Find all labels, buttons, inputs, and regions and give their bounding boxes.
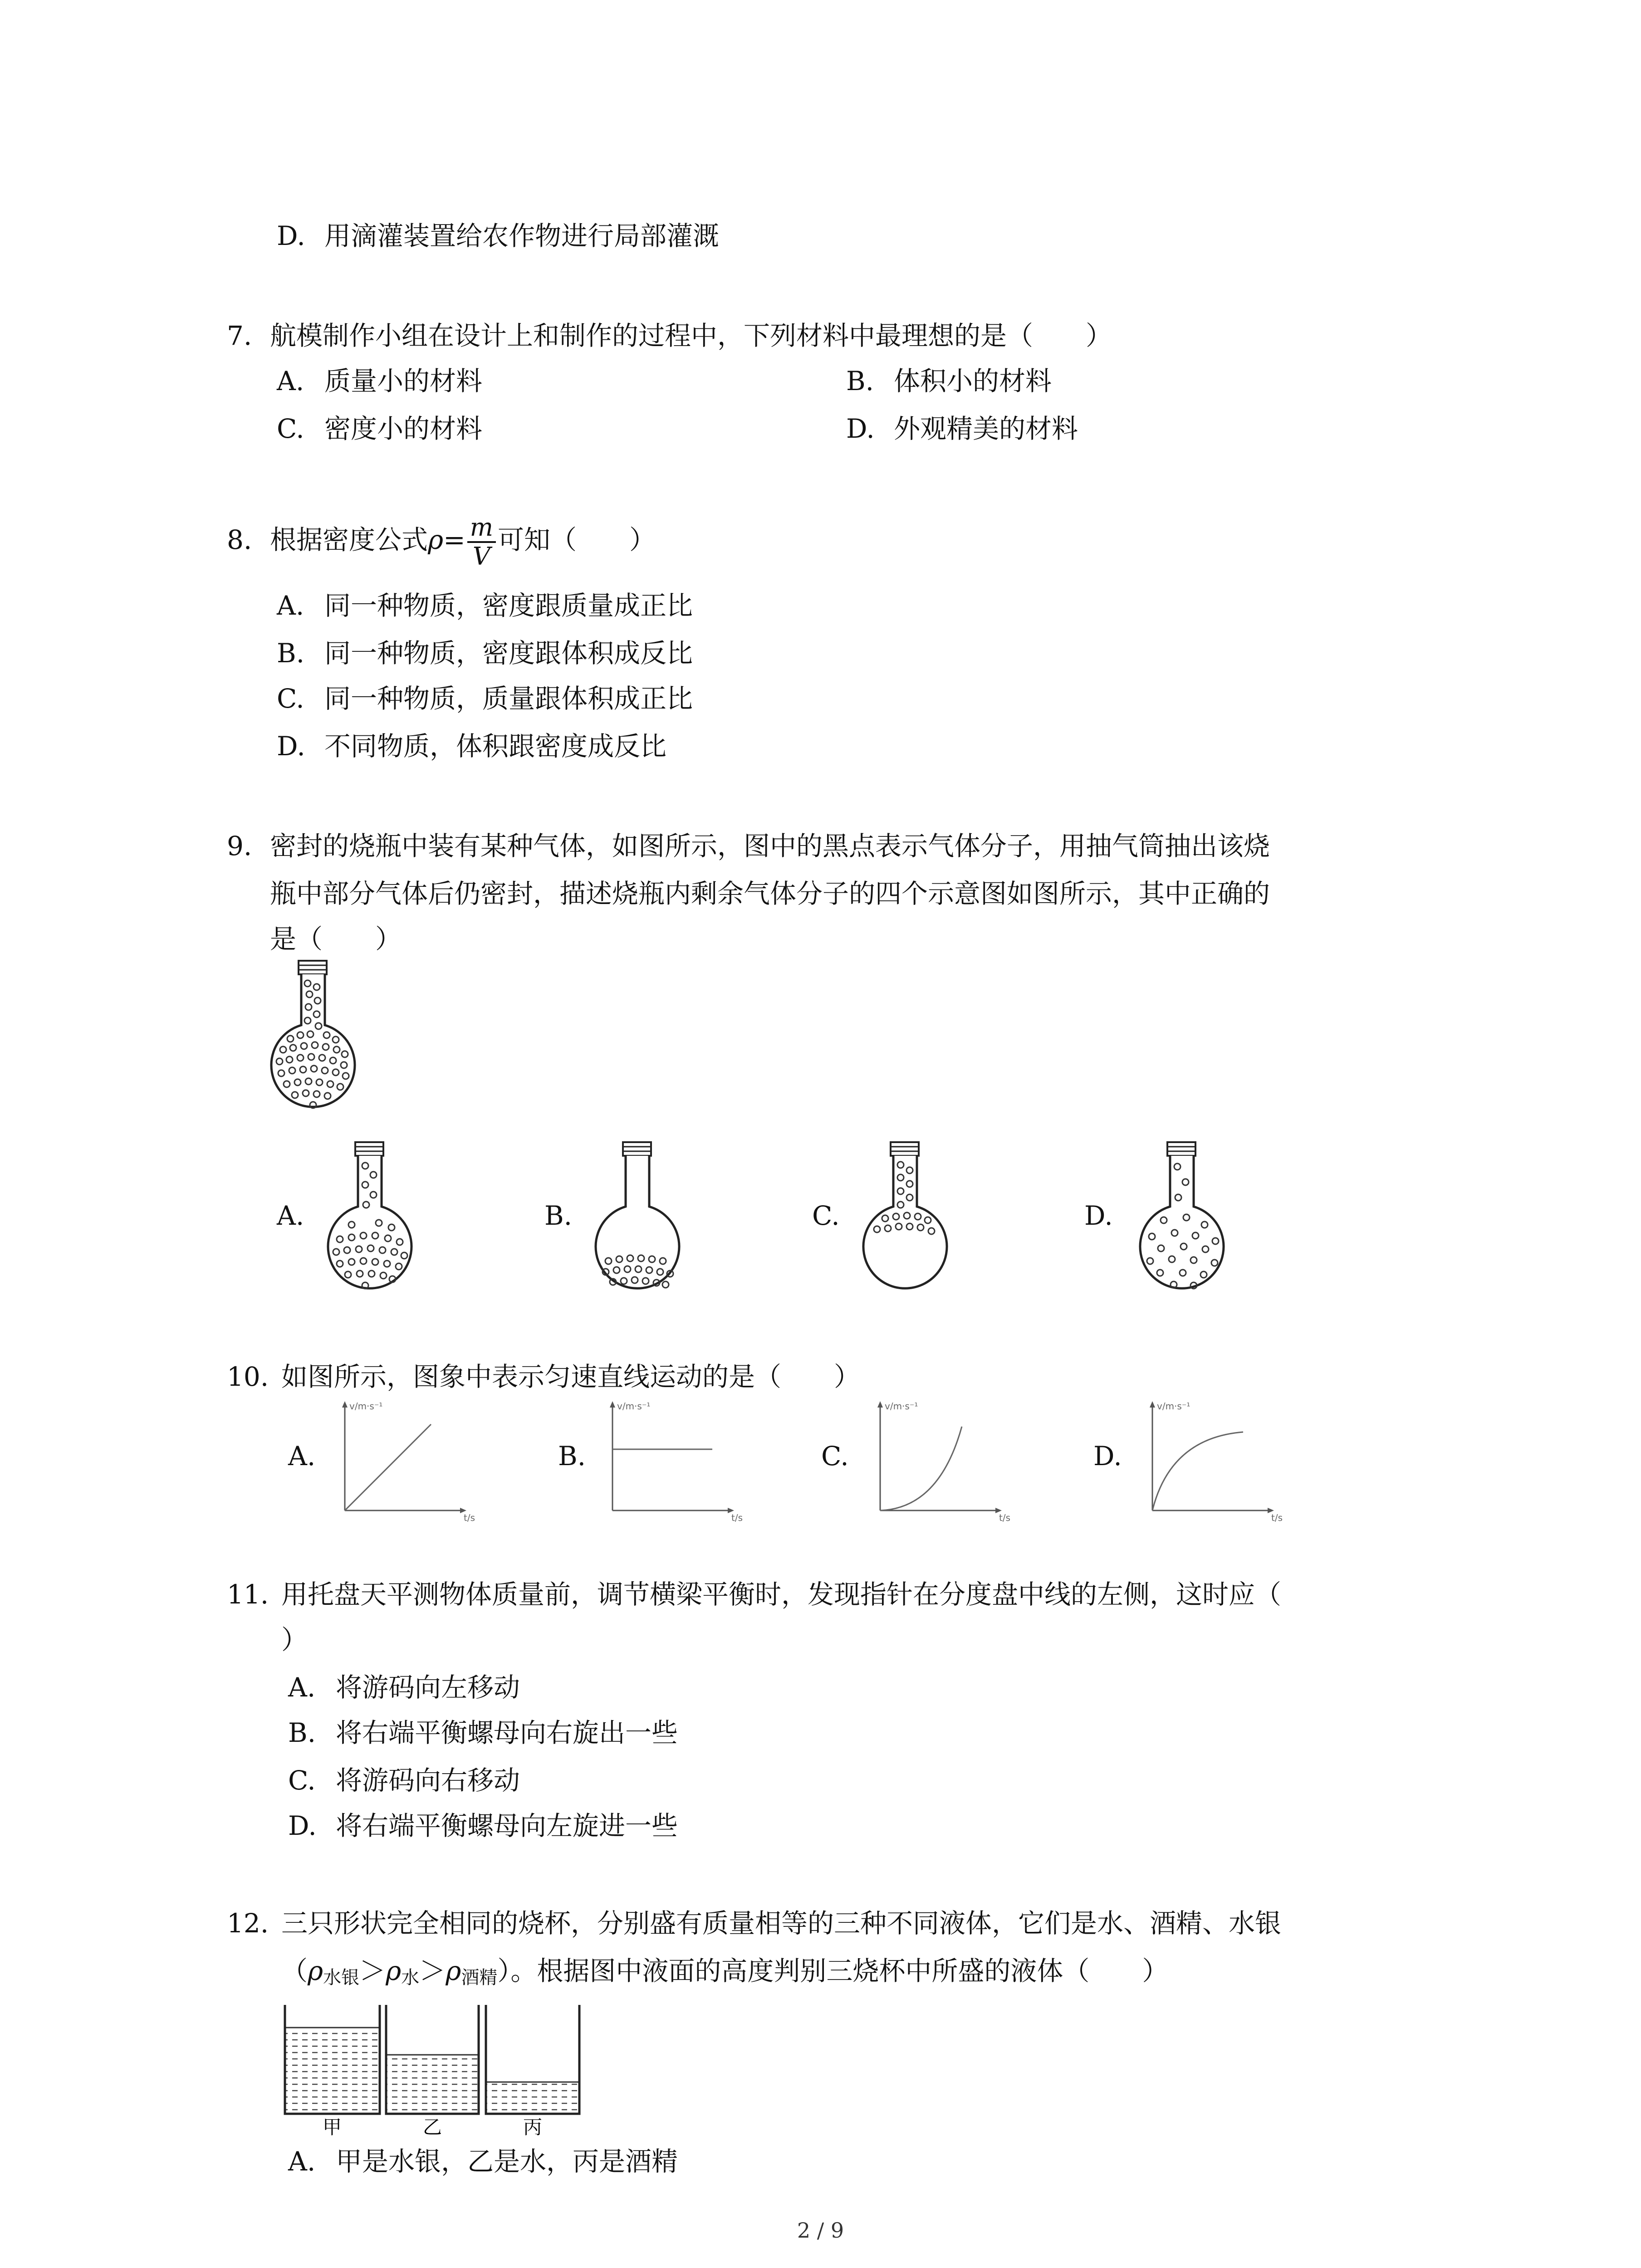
beaker-yi xyxy=(386,2005,479,2138)
y-axis-label: v/m·s⁻¹ xyxy=(885,1401,918,1412)
option-text: 同一种物质，密度跟体积成反比 xyxy=(324,638,693,669)
page-number: 2 / 9 xyxy=(797,2218,844,2243)
option-text: 将右端平衡螺母向左旋进一些 xyxy=(336,1810,678,1841)
question-text: ）。根据图中液面的高度判别三烧杯中所盛的液体（ ） xyxy=(497,1955,1169,1986)
option-text: 同一种物质，密度跟质量成正比 xyxy=(324,590,693,621)
flask-option-a xyxy=(318,1139,422,1311)
option-letter: A. xyxy=(288,2146,316,2177)
q8-option-d xyxy=(277,728,666,764)
curve xyxy=(880,1427,962,1510)
greater-than: ＞ xyxy=(359,1955,386,1986)
curve xyxy=(345,1424,431,1510)
option-text: 体积小的材料 xyxy=(894,366,1052,396)
option-text: 用滴灌装置给农作物进行局部灌溉 xyxy=(324,220,720,251)
q7-option-a xyxy=(277,363,482,399)
option-text: 将右端平衡螺母向右旋出一些 xyxy=(336,1717,678,1748)
option-text: 将游码向右移动 xyxy=(336,1765,520,1796)
option-letter: B. xyxy=(846,366,874,396)
q11-option-b xyxy=(288,1715,678,1751)
q10-label-d: D. xyxy=(1093,1441,1122,1471)
question-number: 10. xyxy=(227,1361,269,1392)
flask-option-b xyxy=(585,1139,690,1311)
option-text: 甲是水银，乙是水，丙是酒精 xyxy=(336,2146,678,2177)
question-text: 三只形状完全相同的烧杯，分别盛有质量相等的三种不同液体，它们是水、酒精、水银 xyxy=(281,1908,1282,1939)
x-axis-label: t/s xyxy=(464,1512,475,1522)
q9-label-a: A. xyxy=(277,1200,304,1231)
liquid-level xyxy=(387,2055,478,2113)
option-letter: C. xyxy=(277,683,304,714)
vt-graph-d xyxy=(1139,1399,1284,1522)
option-text: 不同物质，体积跟密度成反比 xyxy=(324,731,667,762)
q9-label-b: B. xyxy=(544,1200,573,1231)
flask-option-d xyxy=(1130,1139,1234,1311)
question-number: 7. xyxy=(227,320,252,351)
rho-symbol: ρ xyxy=(308,1955,323,1986)
option-letter: C. xyxy=(277,413,304,444)
q9-label-c: C. xyxy=(812,1200,840,1231)
option-text: 将游码向左移动 xyxy=(336,1672,520,1703)
question-number: 9. xyxy=(227,831,252,861)
q10-stem xyxy=(227,1359,860,1395)
q9-stem-line1 xyxy=(227,828,1270,864)
question-number: 8. xyxy=(227,524,252,555)
flask-option-c xyxy=(853,1139,957,1311)
greater-than: ＞ xyxy=(419,1955,446,1986)
beaker-label: 丙 xyxy=(523,2116,543,2138)
option-letter: B. xyxy=(288,1717,316,1748)
q11-option-a xyxy=(288,1669,520,1706)
q6-option-d xyxy=(277,218,719,254)
q7-stem xyxy=(227,318,1112,354)
option-letter: D. xyxy=(277,220,305,251)
q10-label-b: B. xyxy=(558,1441,586,1471)
y-axis-label: v/m·s⁻¹ xyxy=(617,1401,651,1412)
q12-stem-line1 xyxy=(227,1905,1281,1941)
q8-stem xyxy=(227,513,656,570)
beaker-label: 乙 xyxy=(422,2116,442,2138)
beaker-label: 甲 xyxy=(322,2116,342,2138)
q9-stem-line2: 瓶中部分气体后仍密封，描述烧瓶内剩余气体分子的四个示意图如图所示，其中正确的 xyxy=(270,878,1270,909)
option-letter: A. xyxy=(277,366,304,396)
question-text: 如图所示，图象中表示匀速直线运动的是（ ） xyxy=(281,1361,861,1392)
option-text: 密度小的材料 xyxy=(324,413,483,444)
q7-option-b xyxy=(846,363,1052,399)
beaker-jia xyxy=(285,2005,380,2138)
option-letter: D. xyxy=(277,731,305,762)
mass-over-volume-fraction xyxy=(467,514,496,570)
question-text-end: 可知（ ） xyxy=(497,524,656,555)
q12-option-a xyxy=(288,2143,678,2180)
rho-subscript-mercury: 水银 xyxy=(323,1967,360,1988)
question-text: 根据密度公式 xyxy=(270,524,428,555)
question-text: 用托盘天平测物体质量前，调节横梁平衡时，发现指针在分度盘中线的左侧，这时应（ xyxy=(281,1579,1282,1610)
y-axis-label: v/m·s⁻¹ xyxy=(1157,1401,1190,1412)
option-text: 同一种物质，质量跟体积成正比 xyxy=(324,683,693,714)
q8-option-b xyxy=(277,635,693,671)
q7-option-c xyxy=(277,411,482,447)
fraction-numerator: m xyxy=(467,514,496,543)
q9-stem-line3: 是（ ） xyxy=(270,924,402,954)
rho-symbol: ρ xyxy=(386,1955,402,1986)
option-letter: B. xyxy=(277,638,305,669)
option-text: 外观精美的材料 xyxy=(894,413,1078,444)
option-letter: C. xyxy=(288,1765,316,1796)
rho-subscript-water: 水 xyxy=(401,1967,420,1988)
option-letter: D. xyxy=(846,413,875,444)
liquid-level xyxy=(487,2082,578,2113)
option-letter: D. xyxy=(288,1810,317,1841)
beakers-figure xyxy=(281,2005,590,2141)
y-axis-label: v/m·s⁻¹ xyxy=(349,1401,383,1412)
q10-label-a: A. xyxy=(288,1441,316,1471)
flask-stopper xyxy=(299,961,327,974)
q7-option-d xyxy=(846,411,1078,447)
q8-option-a xyxy=(277,587,693,624)
question-text: 航模制作小组在设计上和制作的过程中，下列材料中最理想的是（ ） xyxy=(270,320,1112,351)
option-text: 质量小的材料 xyxy=(324,366,483,396)
option-letter: A. xyxy=(277,590,304,621)
q10-label-c: C. xyxy=(821,1441,849,1471)
rho-symbol: ρ xyxy=(446,1955,461,1986)
q11-stem-line2: ） xyxy=(281,1624,308,1655)
beaker-bing xyxy=(486,2005,579,2138)
vt-graph-c xyxy=(867,1399,1012,1522)
x-axis-label: t/s xyxy=(731,1512,743,1522)
liquid-level xyxy=(286,2028,379,2113)
option-letter: A. xyxy=(288,1672,316,1703)
question-text: 密封的烧瓶中装有某种气体，如图所示，图中的黑点表示气体分子，用抽气筒抽出该烧 xyxy=(270,831,1270,861)
q9-label-d: D. xyxy=(1084,1200,1113,1231)
rho-subscript-alcohol: 酒精 xyxy=(461,1967,498,1988)
vt-graph-b xyxy=(599,1399,744,1522)
question-number: 12. xyxy=(227,1908,269,1939)
q8-option-c xyxy=(277,680,693,717)
x-axis-label: t/s xyxy=(999,1512,1010,1522)
q11-option-d xyxy=(288,1808,678,1844)
paren-open: （ xyxy=(281,1955,308,1986)
q11-option-c xyxy=(288,1762,520,1799)
q12-stem-line2 xyxy=(281,1953,1168,1996)
question-number: 11. xyxy=(227,1579,269,1610)
flask-original-figure xyxy=(263,957,363,1129)
fraction-denominator: V xyxy=(472,542,490,571)
q11-stem-line1 xyxy=(227,1576,1281,1613)
curve xyxy=(1152,1432,1243,1510)
vt-graph-a xyxy=(331,1399,476,1522)
density-symbol: ρ= xyxy=(428,524,465,555)
x-axis-label: t/s xyxy=(1271,1512,1283,1522)
